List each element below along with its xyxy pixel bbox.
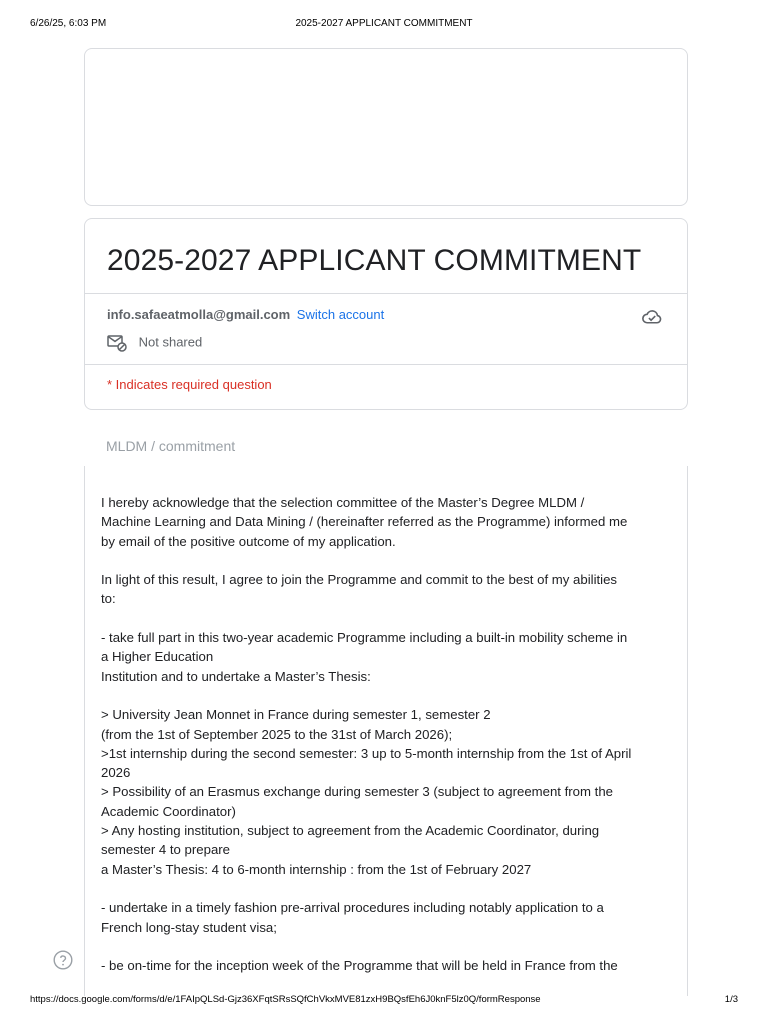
commitment-card [84, 466, 688, 996]
section-label: MLDM / commitment [106, 438, 236, 454]
not-shared-row [107, 333, 202, 353]
switch-account-link[interactable]: Switch account [296, 307, 385, 322]
commitment-paragraph: - take full part in this two-year academic Programme including a built-in mobility scheme in a Higher Education Institution and to undertake a Master’s Thesis: [101, 630, 628, 684]
commitment-paragraph: - undertake in a timely fashion pre-arrival procedures including notably application to a French long-stay student visa; [101, 900, 604, 935]
required-note: * Indicates required question [107, 377, 272, 392]
account-row [107, 306, 384, 324]
not-shared-label: Not shared [138, 334, 203, 350]
form-title-card [84, 218, 688, 410]
divider [85, 364, 687, 365]
commitment-paragraph: In light of this result, I agree to join the Programme and commit to the best of my abilities to: [101, 572, 618, 607]
print-page-number: 1/3 [724, 994, 738, 1005]
print-footer [0, 994, 768, 1008]
divider [85, 293, 687, 294]
commitment-paragraph: I hereby acknowledge that the selection committee of the Master’s Degree MLDM / Machine Learning and Data Mining / (hereinafter referred as the Programme) informed me by email of the positive outcome of my application. [101, 495, 628, 549]
commitment-paragraph: - be on-time for the inception week of the Programme that will be held in France from the [101, 958, 618, 974]
form-title: 2025-2027 APPLICANT COMMITMENT [107, 244, 642, 277]
commitment-text [101, 493, 671, 975]
form-header-banner [84, 48, 688, 206]
commitment-paragraph: > University Jean Monnet in France during semester 1, semester 2 (from the 1st of September 2025 to the 31st of March 2026); >1st internship during the second semester: 3 up to 5-month internship from the 1st of April 2026 > Possibility of an Erasmus exchange during semester 3 (subject to agreement from the Academic Coordinator) > Any hosting institution, subject to agreement from the Academic Coordinator, during semester 4 to prepare a Master’s Thesis: 4 to 6-month internship : from the 1st of February 2027 [101, 707, 632, 877]
cloud-saved-icon [641, 307, 663, 325]
print-url: https://docs.google.com/forms/d/e/1FAIpQLSd-Gjz36XFqtSRsSQfChVkxMVE81zxH9BQsfEh6J0knF5lz0Q/formResponse [30, 994, 541, 1005]
mail-not-shared-icon [107, 334, 127, 352]
print-datetime: 6/26/25, 6:03 PM [30, 18, 107, 29]
help-circle-icon[interactable] [53, 950, 73, 970]
account-email: info.safaeatmolla@gmail.com [107, 307, 291, 322]
print-page-title: 2025-2027 APPLICANT COMMITMENT [295, 18, 473, 29]
print-header [0, 18, 768, 34]
